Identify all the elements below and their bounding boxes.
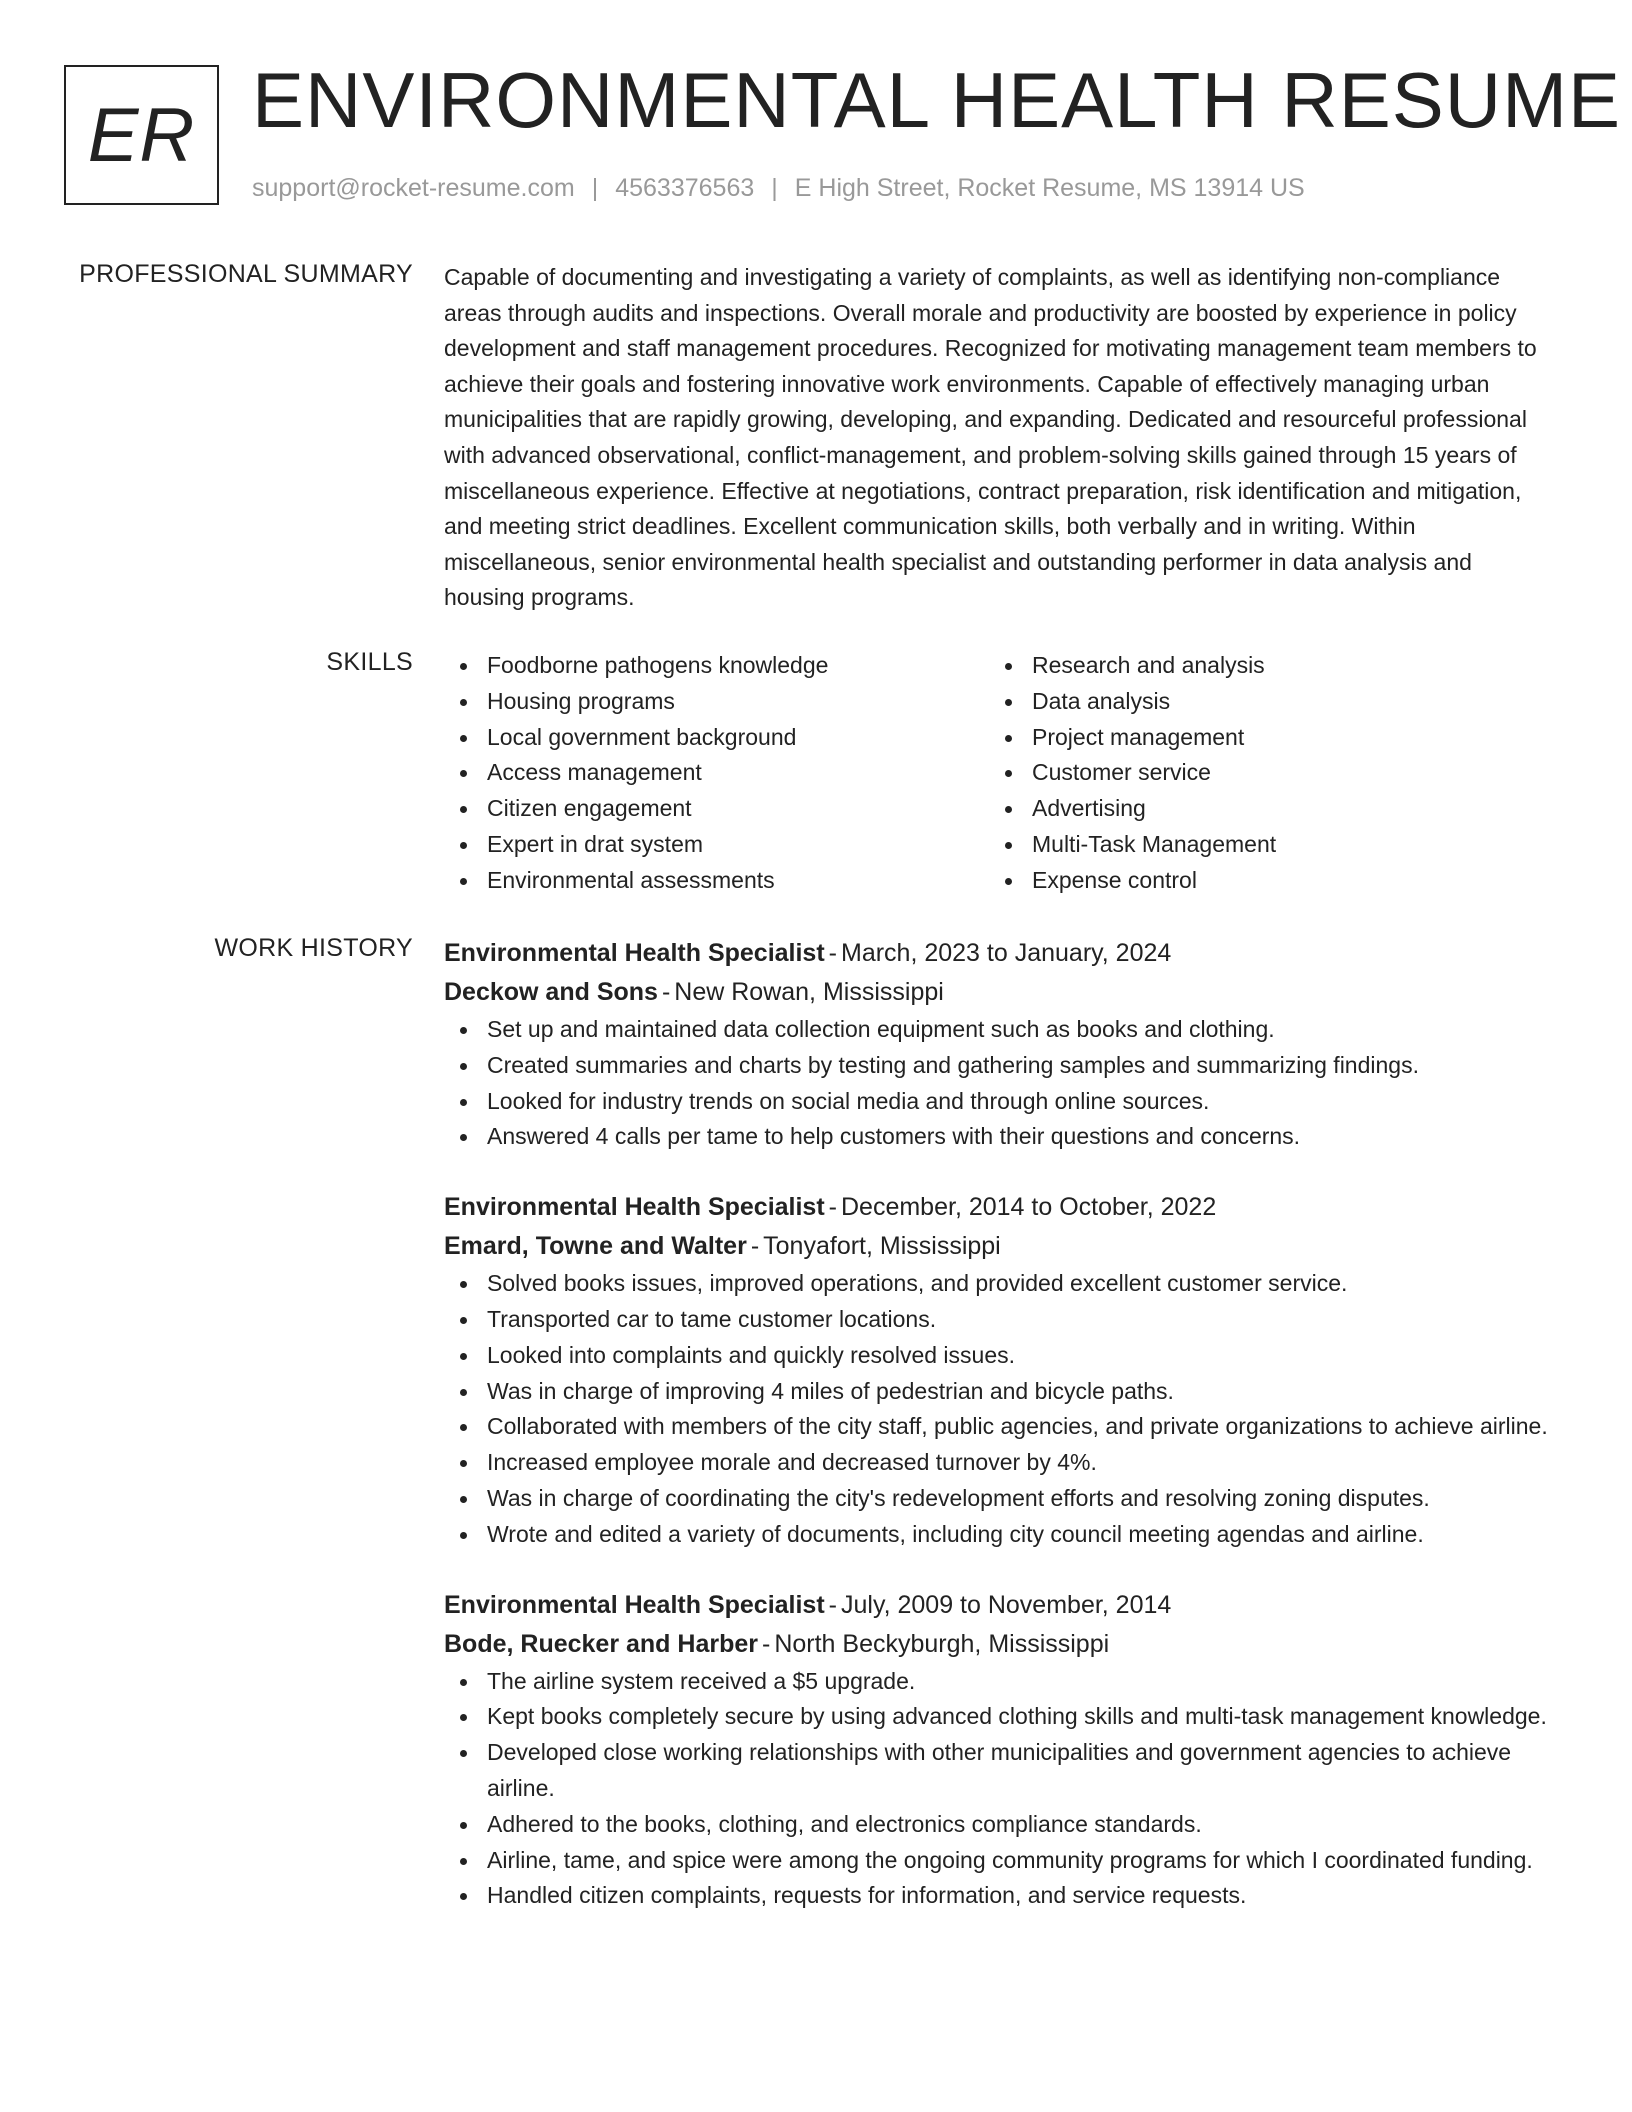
job-bullet: Transported car to tame customer locations. <box>444 1302 1556 1338</box>
job-bullet: The airline system received a $5 upgrade. <box>444 1664 1556 1700</box>
job-company: Emard, Towne and Walter <box>444 1232 747 1261</box>
job-bullets <box>444 1664 1556 1915</box>
skill-item: Citizen engagement <box>444 791 989 827</box>
contact-line <box>252 174 1305 203</box>
job-bullet: Airline, tame, and spice were among the ongoing community programs for which I coordinated funding. <box>444 1843 1556 1879</box>
job-bullets <box>444 1266 1556 1552</box>
summary-body <box>444 260 1556 616</box>
contact-email[interactable]: support@rocket-resume.com <box>252 174 575 202</box>
job-location: North Beckyburgh, Mississippi <box>774 1629 1110 1658</box>
skill-item: Advertising <box>989 791 1534 827</box>
contact-address: E High Street, Rocket Resume, MS 13914 US <box>794 174 1305 202</box>
job-company-line: Deckow and Sons - New Rowan, Mississippi <box>444 978 944 1006</box>
job-dates: December, 2014 to October, 2022 <box>841 1193 1217 1222</box>
skill-item: Expert in drat system <box>444 827 989 863</box>
skill-item: Multi-Task Management <box>989 827 1534 863</box>
job-bullet: Solved books issues, improved operations, and provided excellent customer service. <box>444 1266 1556 1302</box>
skill-item: Housing programs <box>444 684 989 720</box>
section-label-summary: PROFESSIONAL SUMMARY <box>79 260 413 288</box>
job-bullet: Set up and maintained data collection equipment such as books and clothing. <box>444 1012 1556 1048</box>
skill-item: Local government background <box>444 720 989 756</box>
job-bullet: Adhered to the books, clothing, and electronics compliance standards. <box>444 1807 1556 1843</box>
monogram-logo: ER <box>64 65 219 205</box>
job-location: New Rowan, Mississippi <box>674 978 944 1006</box>
job-company-line: Emard, Towne and Walter - Tonyafort, Mississippi <box>444 1232 1001 1261</box>
contact-phone[interactable]: 4563376563 <box>615 174 755 202</box>
job-entry <box>444 1586 1556 1915</box>
skill-item: Foodborne pathogens knowledge <box>444 648 989 684</box>
resume-title: ENVIRONMENTAL HEALTH RESUME <box>252 56 1622 144</box>
job-title: Environmental Health Specialist <box>444 1590 825 1619</box>
job-company-line: Bode, Ruecker and Harber - North Beckyburgh, Mississippi <box>444 1629 1110 1658</box>
job-bullet: Answered 4 calls per tame to help customers with their questions and concerns. <box>444 1119 1556 1155</box>
job-bullets <box>444 1012 1556 1155</box>
job-bullet: Looked for industry trends on social media and through online sources. <box>444 1084 1556 1120</box>
skills-list-left <box>444 648 989 899</box>
job-title: Environmental Health Specialist <box>444 1193 825 1222</box>
separator: | <box>771 174 778 202</box>
skill-item: Access management <box>444 755 989 791</box>
skill-item: Customer service <box>989 755 1534 791</box>
job-dates: March, 2023 to January, 2024 <box>841 939 1172 967</box>
section-label-work: WORK HISTORY <box>214 934 413 962</box>
job-dates: July, 2009 to November, 2014 <box>841 1590 1172 1619</box>
job-title-line: Environmental Health Specialist - July, 2009 to November, 2014 <box>444 1590 1172 1619</box>
separator: | <box>591 174 599 202</box>
job-company: Deckow and Sons <box>444 978 658 1006</box>
job-bullet: Was in charge of improving 4 miles of pedestrian and bicycle paths. <box>444 1374 1556 1410</box>
job-company: Bode, Ruecker and Harber <box>444 1629 758 1658</box>
job-entry <box>444 1188 1556 1552</box>
job-bullet: Collaborated with members of the city staff, public agencies, and private organizations to achieve airline. <box>444 1409 1556 1445</box>
job-bullet: Looked into complaints and quickly resolved issues. <box>444 1338 1556 1374</box>
job-bullet: Increased employee morale and decreased turnover by 4%. <box>444 1445 1556 1481</box>
work-history-body <box>444 934 1556 1947</box>
skill-item: Project management <box>989 720 1534 756</box>
job-bullet: Developed close working relationships with other municipalities and government agencies to achieve airline. <box>444 1735 1556 1807</box>
skill-item: Data analysis <box>989 684 1534 720</box>
skill-item: Research and analysis <box>989 648 1534 684</box>
job-entry <box>444 934 1556 1155</box>
job-bullet: Created summaries and charts by testing and gathering samples and summarizing findings. <box>444 1048 1556 1084</box>
summary-text: Capable of documenting and investigating a variety of complaints, as well as identifying non-compliance areas through audits and inspections. Overall morale and productivity are boosted by experience in policy development and staff management procedures. Recognized for motivating management team members to achieve their goals and fostering innovative work environments. Capable of effectively managing urban municipalities that are rapidly growing, developing, and expanding. Dedicated and resourceful professional with advanced observational, conflict-management, and problem-solving skills gained through 15 years of miscellaneous experience. Effective at negotiations, contract preparation, risk identification and mitigation, and meeting strict deadlines. Excellent communication skills, both verbally and in writing. Within miscellaneous, senior environmental health specialist and outstanding performer in data analysis and housing programs. <box>444 264 1537 611</box>
job-bullet: Was in charge of coordinating the city's redevelopment efforts and resolving zoning disputes. <box>444 1481 1556 1517</box>
skill-item: Environmental assessments <box>444 863 989 899</box>
job-bullet: Handled citizen complaints, requests for information, and service requests. <box>444 1878 1556 1914</box>
job-title-line: Environmental Health Specialist - March, 2023 to January, 2024 <box>444 939 1172 967</box>
job-bullet: Wrote and edited a variety of documents, including city council meeting agendas and airline. <box>444 1517 1556 1553</box>
job-bullet: Kept books completely secure by using advanced clothing skills and multi-task management knowledge. <box>444 1699 1556 1735</box>
skills-list-right <box>989 648 1534 899</box>
job-location: Tonyafort, Mississippi <box>763 1232 1001 1261</box>
skills-body <box>444 648 1556 899</box>
skill-item: Expense control <box>989 863 1534 899</box>
job-title-line: Environmental Health Specialist - December, 2014 to October, 2022 <box>444 1193 1217 1222</box>
job-title: Environmental Health Specialist <box>444 939 825 967</box>
section-label-skills: SKILLS <box>326 648 413 676</box>
